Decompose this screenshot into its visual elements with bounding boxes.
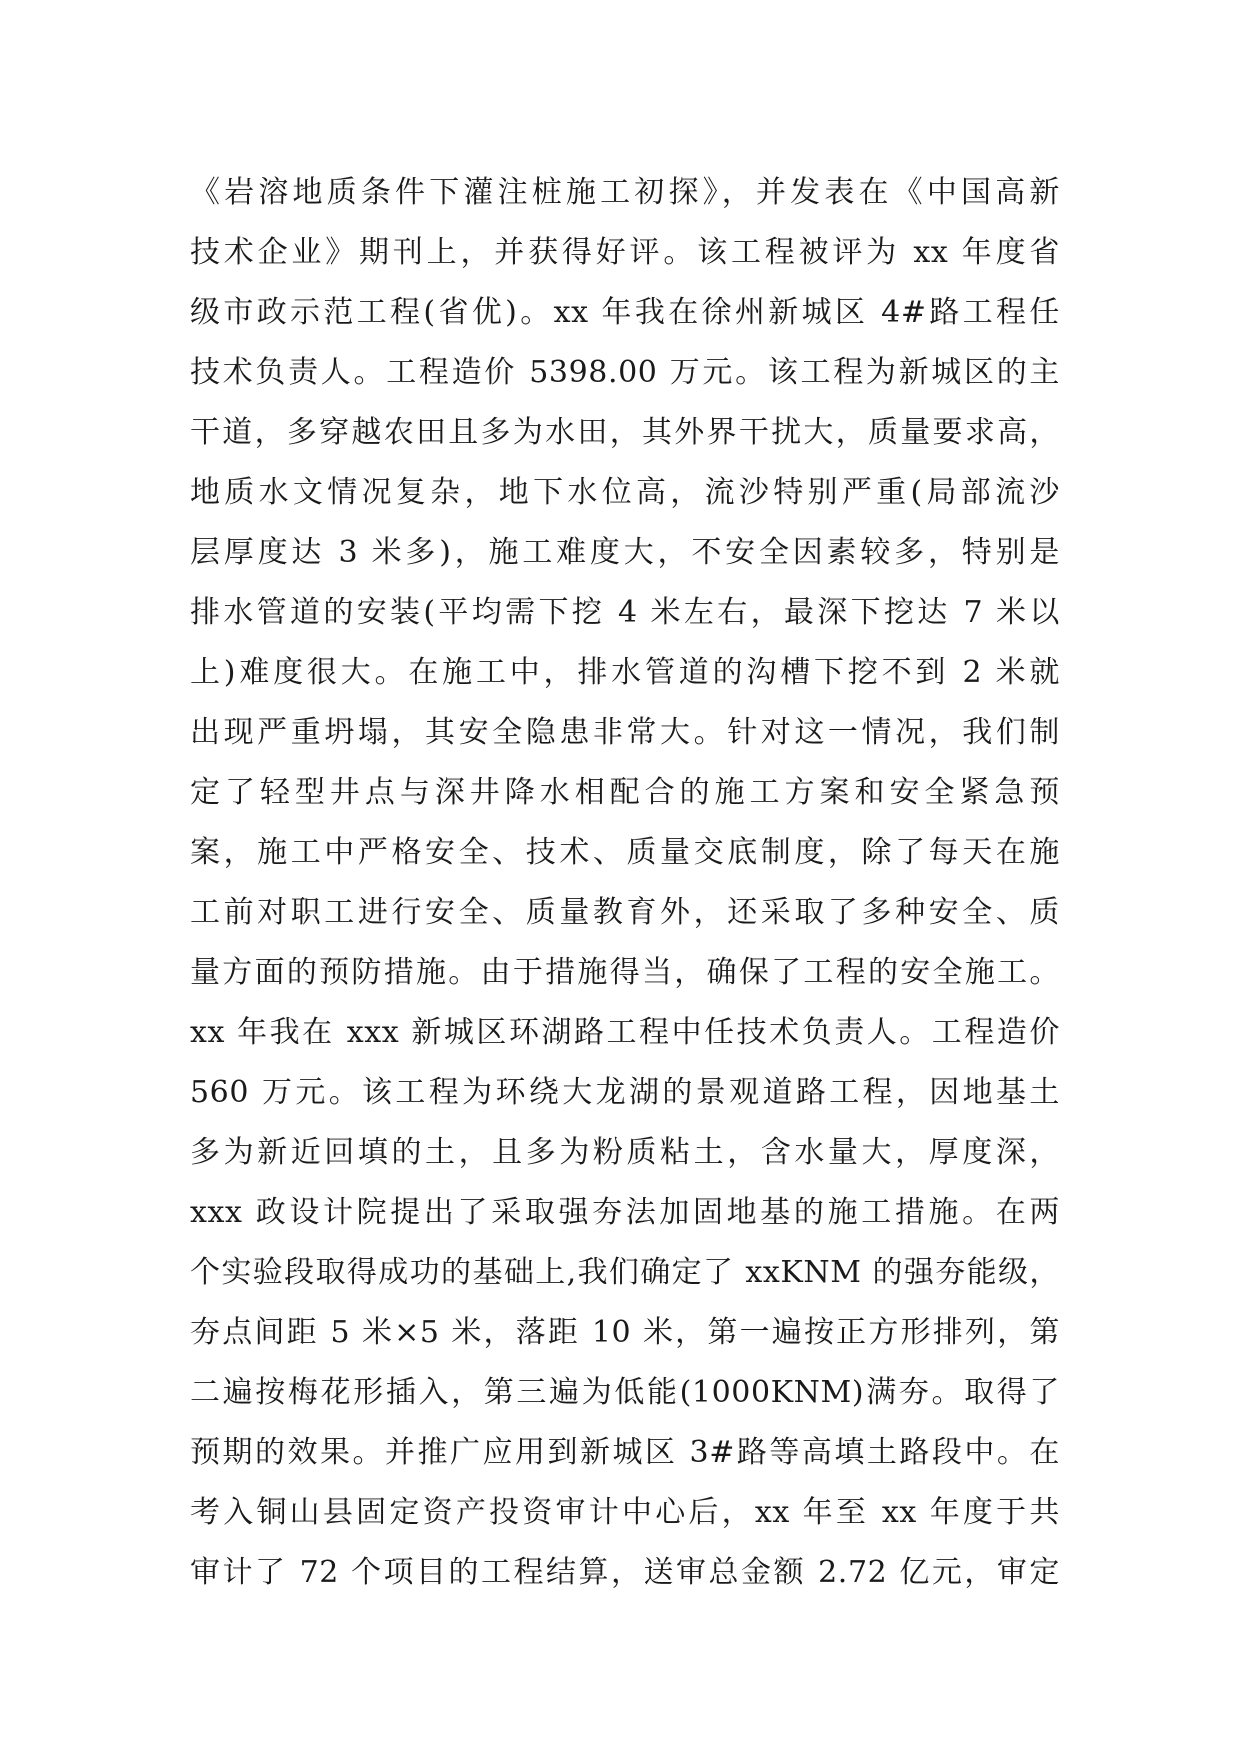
text-line: 层厚度达 3 米多)，施工难度大，不安全因素较多，特别是 [190, 535, 1060, 570]
text-line: 技术企业》期刊上，并获得好评。该工程被评为 xx 年度省 [190, 235, 1060, 270]
text-line: xxx 政设计院提出了采取强夯法加固地基的施工措施。在两 [190, 1195, 1060, 1230]
text-line: 工前对职工进行安全、质量教育外，还采取了多种安全、质 [190, 895, 1060, 930]
text-line: 级市政示范工程(省优)。xx 年我在徐州新城区 4#路工程任 [190, 295, 1060, 330]
text-line: 个实验段取得成功的基础上,我们确定了 xxKNM 的强夯能级， [190, 1255, 1060, 1290]
body-text [190, 163, 1060, 1603]
text-line: 预期的效果。并推广应用到新城区 3#路等高填土路段中。在 [190, 1435, 1060, 1470]
text-line: 考入铜山县固定资产投资审计中心后，xx 年至 xx 年度于共 [190, 1495, 1060, 1530]
text-line: 审计了 72 个项目的工程结算，送审总金额 2.72 亿元，审定 [190, 1555, 1060, 1590]
text-line: 量方面的预防措施。由于措施得当，确保了工程的安全施工。 [190, 955, 1060, 990]
text-line: 定了轻型井点与深井降水相配合的施工方案和安全紧急预 [190, 775, 1060, 810]
text-line: 《岩溶地质条件下灌注桩施工初探》，并发表在《中国高新 [190, 175, 1060, 210]
text-line: 二遍按梅花形插入，第三遍为低能(1000KNM)满夯。取得了 [190, 1375, 1060, 1410]
text-line: 案，施工中严格安全、技术、质量交底制度，除了每天在施 [190, 835, 1060, 870]
text-line: 排水管道的安装(平均需下挖 4 米左右，最深下挖达 7 米以 [190, 595, 1060, 630]
text-line: 地质水文情况复杂，地下水位高，流沙特别严重(局部流沙 [190, 475, 1060, 510]
text-line: 技术负责人。工程造价 5398.00 万元。该工程为新城区的主 [190, 355, 1060, 390]
text-line: 夯点间距 5 米×5 米，落距 10 米，第一遍按正方形排列，第 [190, 1315, 1060, 1350]
text-line: xx 年我在 xxx 新城区环湖路工程中任技术负责人。工程造价 [190, 1015, 1060, 1050]
text-line: 多为新近回填的土，且多为粉质粘土，含水量大，厚度深， [190, 1135, 1060, 1170]
text-line: 干道，多穿越农田且多为水田，其外界干扰大，质量要求高， [190, 415, 1060, 450]
text-line: 上)难度很大。在施工中，排水管道的沟槽下挖不到 2 米就 [190, 655, 1060, 690]
text-line: 560 万元。该工程为环绕大龙湖的景观道路工程，因地基土 [190, 1075, 1060, 1110]
text-line: 出现严重坍塌，其安全隐患非常大。针对这一情况，我们制 [190, 715, 1060, 750]
